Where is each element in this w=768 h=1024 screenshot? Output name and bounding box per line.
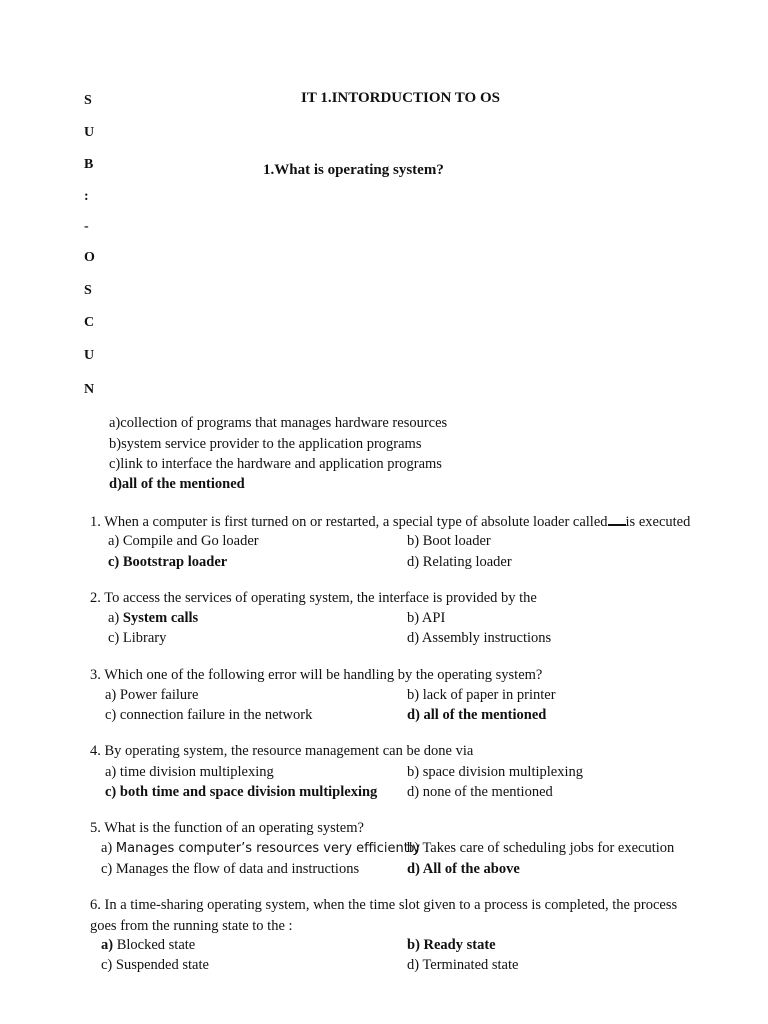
- question-text: 5. What is the function of an operating system?: [90, 820, 364, 836]
- option-b: b) API: [407, 610, 446, 626]
- option-text: System calls: [122, 610, 199, 626]
- option-prefix: a): [101, 937, 114, 953]
- option-c: c)link to interface the hardware and application programs: [109, 456, 442, 472]
- option-d: d) All of the above: [407, 861, 520, 877]
- side-letter: U: [84, 125, 95, 140]
- option-b: b) Takes care of scheduling jobs for execution: [407, 840, 675, 856]
- option-c: c) Bootstrap loader: [108, 554, 228, 570]
- option-d: d)all of the mentioned: [109, 476, 245, 492]
- option-text: Manages computer’s resources very efficiently: [115, 841, 421, 856]
- question-text: 2. To access the services of operating system, the interface is provided by the: [90, 590, 537, 606]
- answer-blank: [608, 512, 626, 526]
- side-letter: :: [84, 189, 89, 204]
- option-c: c) both time and space division multiplexing: [105, 784, 378, 800]
- option-d: d) Assembly instructions: [407, 630, 552, 646]
- option-a: [101, 936, 195, 954]
- option-d: d) Relating loader: [407, 554, 512, 570]
- side-letter: S: [84, 93, 92, 108]
- option-prefix: a): [101, 840, 116, 856]
- question-text: 3. Which one of the following error will be handling by the operating system?: [90, 667, 543, 683]
- option-b: b) Boot loader: [407, 533, 491, 549]
- side-letter: O: [84, 250, 95, 265]
- option-b: b) Ready state: [407, 937, 496, 953]
- option-d: d) Terminated state: [407, 957, 519, 973]
- option-a: [108, 609, 198, 627]
- side-letter: B: [84, 157, 94, 172]
- side-letter: -: [84, 219, 89, 234]
- option-a: [101, 839, 420, 858]
- side-letter: U: [84, 348, 95, 363]
- option-c: c) Library: [108, 630, 167, 646]
- question-heading: 1.What is operating system?: [263, 162, 444, 178]
- option-a: a) time division multiplexing: [105, 764, 274, 780]
- option-c: c) Manages the flow of data and instructions: [101, 861, 360, 877]
- option-c: c) connection failure in the network: [105, 707, 313, 723]
- question-text-after: is executed: [625, 514, 691, 530]
- question-text-line-1: 6. In a time-sharing operating system, when the time slot given to a process is completed, the process: [90, 897, 678, 913]
- option-b: b)system service provider to the application programs: [109, 436, 422, 452]
- question-text: 4. By operating system, the resource management can be done via: [90, 743, 474, 759]
- option-b: b) lack of paper in printer: [407, 687, 556, 703]
- option-a: a) Compile and Go loader: [108, 533, 259, 549]
- option-prefix: a): [108, 610, 123, 626]
- option-a: a) Power failure: [105, 687, 199, 703]
- option-d: d) none of the mentioned: [407, 784, 553, 800]
- option-text: Blocked state: [113, 937, 196, 953]
- page-title: IT 1.INTORDUCTION TO OS: [301, 90, 500, 106]
- question-text-line-2: goes from the running state to the :: [90, 918, 293, 934]
- option-a: a)collection of programs that manages hardware resources: [109, 415, 448, 431]
- question-text: [90, 512, 690, 531]
- question-text-before: 1. When a computer is first turned on or restarted, a special type of absolute loader called: [90, 514, 608, 530]
- option-d: d) all of the mentioned: [407, 707, 547, 723]
- side-letter: C: [84, 315, 95, 330]
- option-c: c) Suspended state: [101, 957, 209, 973]
- side-letter: N: [84, 382, 95, 397]
- option-b: b) space division multiplexing: [407, 764, 583, 780]
- side-letter: S: [84, 283, 92, 298]
